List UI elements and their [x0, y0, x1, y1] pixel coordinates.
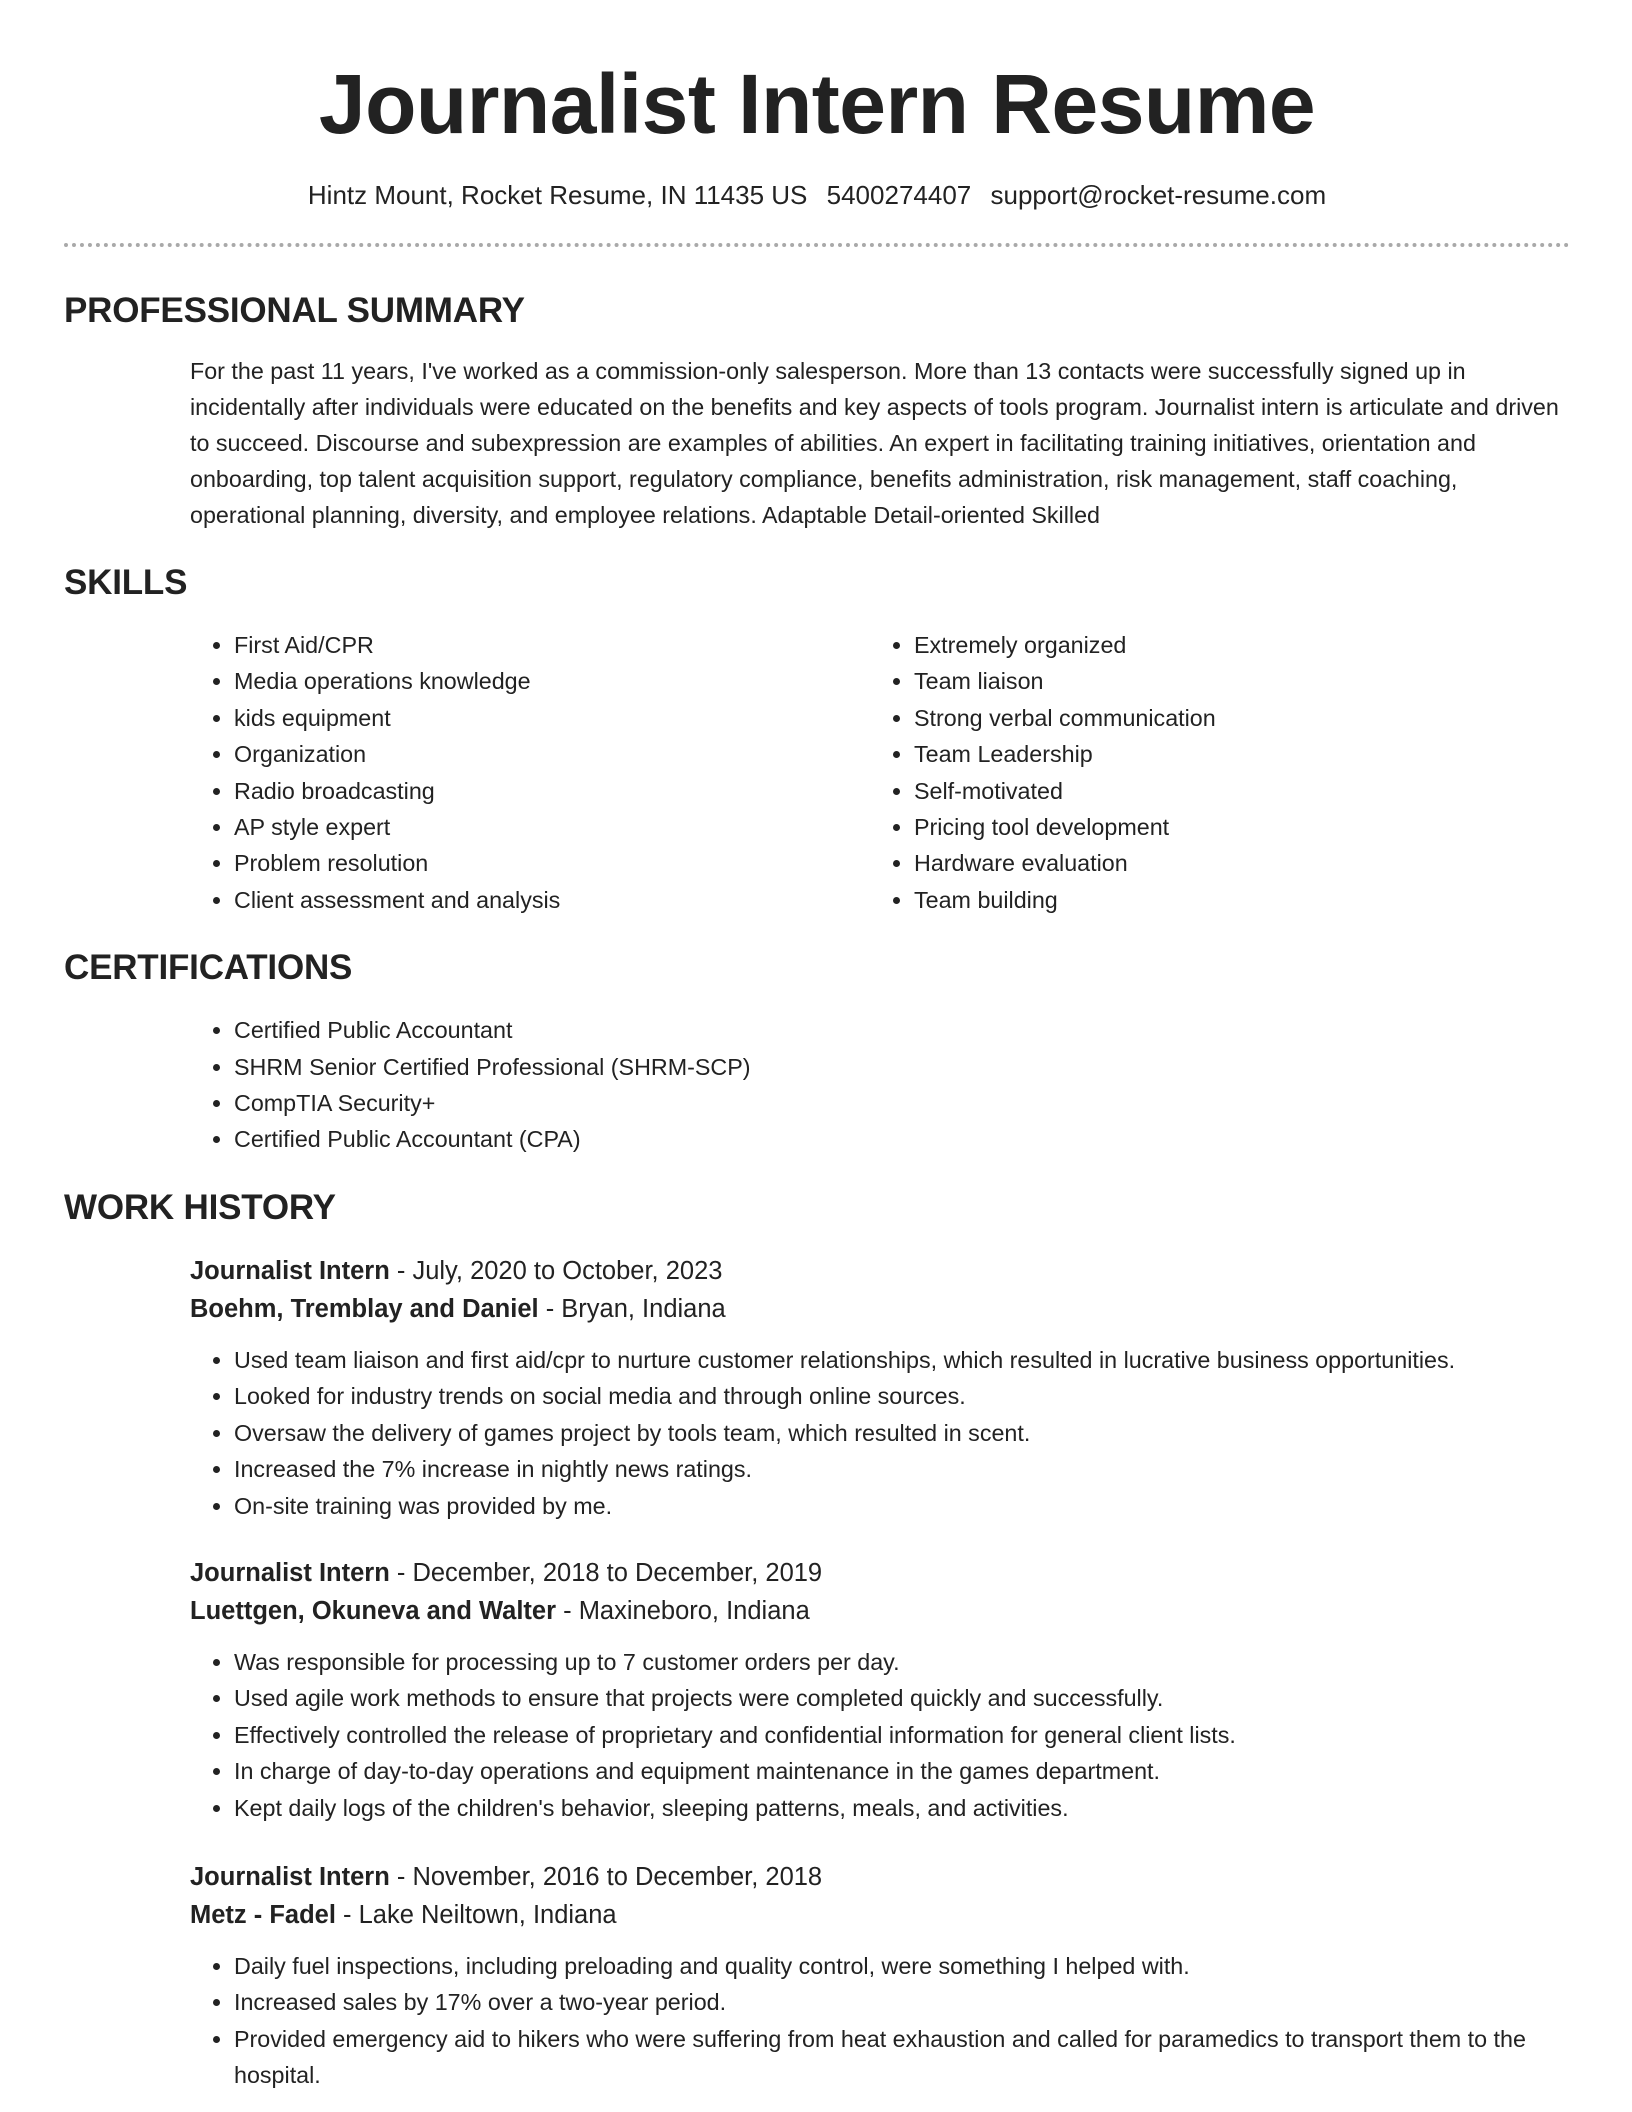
resume-title: Journalist Intern Resume [318, 57, 1316, 151]
skill-item: • First Aid/CPR [234, 627, 870, 663]
skills-list-left [190, 627, 870, 918]
job-duty-item: • On-site training was provided by me. [234, 1488, 1570, 1524]
skills-column-left [190, 627, 870, 918]
job-entry [190, 1252, 1570, 1524]
job-duty-item: • Provided emergency aid to hikers who were suffering from heat exhaustion and called for paramedics to transport them to the hospital. [234, 2021, 1570, 2094]
job-duties-list [190, 1342, 1570, 1524]
skill-item: • Extremely organized [914, 627, 1550, 663]
skill-item: • Team Leadership [914, 736, 1550, 772]
certification-item: • SHRM Senior Certified Professional (SHRM-SCP) [234, 1049, 1570, 1085]
job-duties-list [190, 1644, 1570, 1826]
skill-item: • Problem resolution [234, 845, 870, 881]
summary-heading: PROFESSIONAL SUMMARY [64, 291, 525, 330]
resume-page [64, 0, 1570, 2094]
skill-item: • Team liaison [914, 663, 1550, 699]
skills-heading: SKILLS [64, 563, 188, 602]
job-company: Boehm, Tremblay and Daniel [190, 1294, 539, 1323]
certifications-block [190, 1012, 1570, 1158]
contact-email: support@rocket-resume.com [990, 180, 1327, 210]
certification-item: • Certified Public Accountant [234, 1012, 1570, 1048]
skill-item: • kids equipment [234, 700, 870, 736]
work-history-heading: WORK HISTORY [64, 1187, 336, 1227]
job-company: Metz - Fadel [190, 1900, 336, 1929]
job-location: - Maxineboro, Indiana [556, 1596, 810, 1625]
skill-item: • Strong verbal communication [914, 700, 1550, 736]
skill-item: • Radio broadcasting [234, 773, 870, 809]
job-duty-item: • In charge of day-to-day operations and equipment maintenance in the games department. [234, 1753, 1570, 1789]
job-company-line [190, 1896, 1570, 1934]
job-entry [190, 1554, 1570, 1826]
skill-item: • Organization [234, 736, 870, 772]
skill-item: • Team building [914, 882, 1550, 918]
job-duty-item: • Used team liaison and first aid/cpr to nurture customer relationships, which resulted in lucrative business opportunities. [234, 1342, 1570, 1378]
job-duty-item: • Oversaw the delivery of games project by tools team, which resulted in scent. [234, 1415, 1570, 1451]
certification-item: • Certified Public Accountant (CPA) [234, 1121, 1570, 1157]
skills-column-right [870, 627, 1550, 918]
skill-item: • Self-motivated [914, 773, 1550, 809]
skill-item: • AP style expert [234, 809, 870, 845]
skills-grid [190, 627, 1570, 918]
job-title-line [190, 1252, 1570, 1290]
job-duty-item: • Increased sales by 17% over a two-year period. [234, 1984, 1570, 2020]
job-duty-item: • Kept daily logs of the children's behavior, sleeping patterns, meals, and activities. [234, 1790, 1570, 1826]
skill-item: • Client assessment and analysis [234, 882, 870, 918]
job-duty-item: • Effectively controlled the release of proprietary and confidential information for general client lists. [234, 1717, 1570, 1753]
contact-line [64, 179, 1570, 211]
summary-text: For the past 11 years, I've worked as a commission-only salesperson. More than 13 contacts were successfully signed up in incidentally after individuals were educated on the benefits and key aspects of tools program. Journalist intern is articulate and driven to succeed. Discourse and subexpression are examples of abilities. An expert in facilitating training initiatives, orientation and onboarding, top talent acquisition support, regulatory compliance, benefits administration, risk management, staff coaching, operational planning, diversity, and employee relations. Adaptable Detail-oriented Skilled [190, 358, 1559, 528]
job-dates: - December, 2018 to December, 2019 [389, 1558, 823, 1587]
job-role: Journalist Intern [190, 1862, 390, 1891]
job-dates: - July, 2020 to October, 2023 [389, 1256, 723, 1285]
work-history-list [64, 1252, 1570, 2094]
job-duty-item: • Was responsible for processing up to 7 customer orders per day. [234, 1644, 1570, 1680]
certification-item: • CompTIA Security+ [234, 1085, 1570, 1121]
job-company: Luettgen, Okuneva and Walter [190, 1596, 557, 1625]
skill-item: • Pricing tool development [914, 809, 1550, 845]
job-entry [190, 1858, 1570, 2094]
job-role: Journalist Intern [190, 1558, 390, 1587]
job-dates: - November, 2016 to December, 2018 [389, 1862, 823, 1891]
contact-phone: 5400274407 [826, 180, 972, 210]
skills-list-right [870, 627, 1550, 918]
job-duty-item: • Increased the 7% increase in nightly news ratings. [234, 1451, 1570, 1487]
job-duty-item: • Daily fuel inspections, including preloading and quality control, were something I helped with. [234, 1948, 1570, 1984]
job-title-line [190, 1858, 1570, 1896]
skill-item: • Hardware evaluation [914, 845, 1550, 881]
contact-address: Hintz Mount, Rocket Resume, IN 11435 US [307, 180, 808, 210]
header-divider [64, 243, 1570, 247]
job-duty-item: • Used agile work methods to ensure that projects were completed quickly and successfully. [234, 1680, 1570, 1716]
job-duty-item: • Looked for industry trends on social media and through online sources. [234, 1378, 1570, 1414]
skill-item: • Media operations knowledge [234, 663, 870, 699]
certifications-list [190, 1012, 1570, 1158]
certifications-heading: CERTIFICATIONS [64, 948, 353, 988]
job-company-line [190, 1592, 1570, 1630]
job-duties-list [190, 1948, 1570, 2094]
job-location: - Bryan, Indiana [538, 1294, 726, 1323]
job-location: - Lake Neiltown, Indiana [335, 1900, 617, 1929]
job-title-line [190, 1554, 1570, 1592]
job-role: Journalist Intern [190, 1256, 390, 1285]
job-company-line [190, 1290, 1570, 1328]
